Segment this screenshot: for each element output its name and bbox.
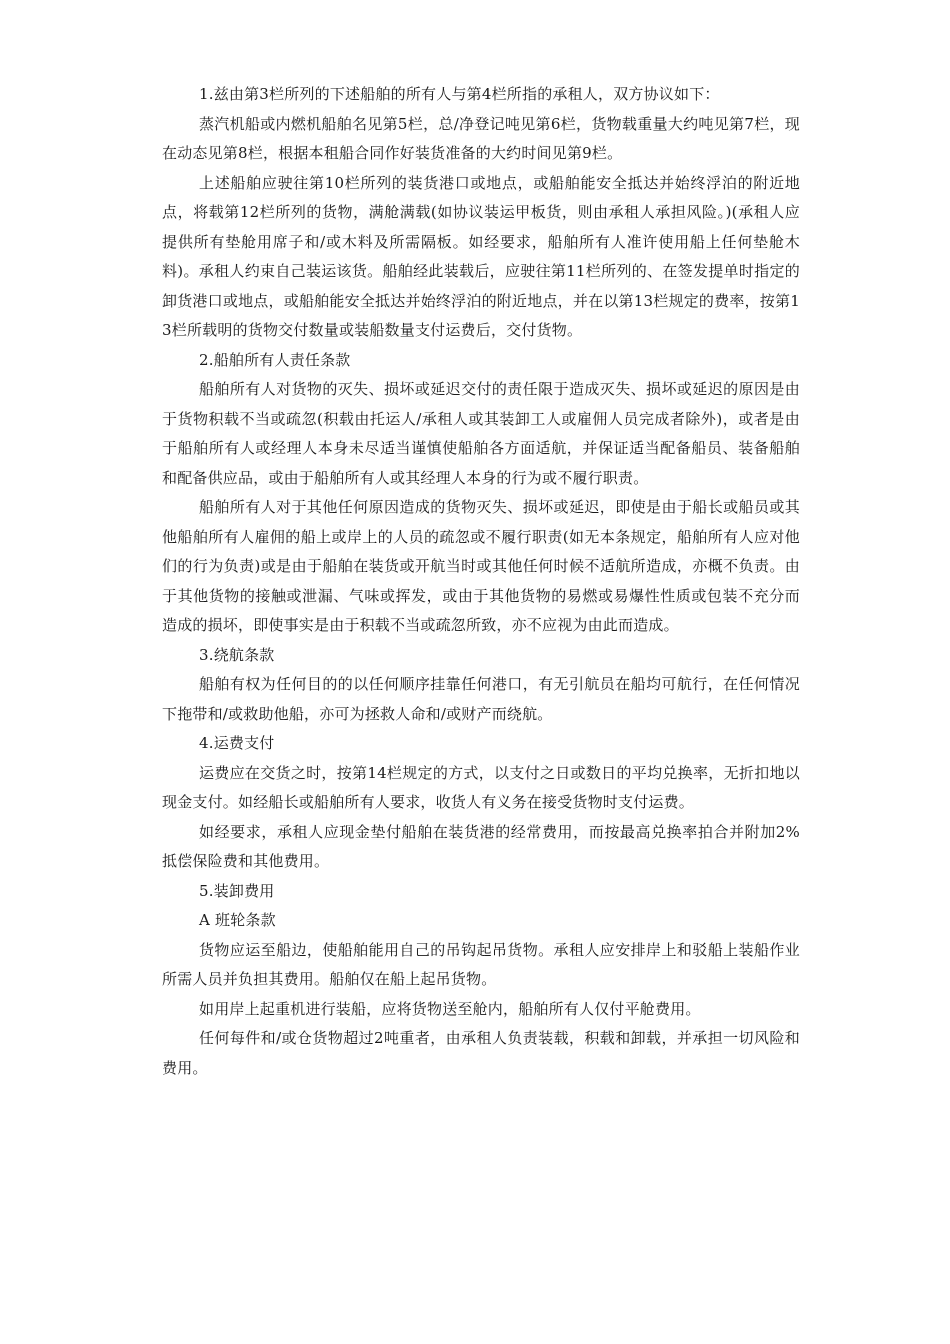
loading-voyage-paragraph: 上述船舶应驶往第10栏所列的装货港口或地点，或船舶能安全抵达并始终浮泊的附近地点，将载第12栏所列的货物，满舱满载(如协议装运甲板货，则由承租人承担风险。)(承租人应提供所有垫舱用席子和/或木料及所需隔板。如经要求，船舶所有人准许使用船上任何垫舱木料)。承租人约束自己装运该货。船舶经此装载后，应驶往第11栏所列的、在签发提单时指定的卸货港口或地点，或船舶能安全抵达并始终浮泊的附近地点，并在以第13栏规定的费率，按第13栏所载明的货物交付数量或装船数量支付运费后，交付货物。 xyxy=(162,173,800,339)
heavy-lift-paragraph: 任何每件和/或仓货物超过2吨重者，由承租人负责装载，积载和卸载，并承担一切风险和费用。 xyxy=(162,1029,800,1077)
document-body xyxy=(162,80,800,1083)
vessel-description-paragraph: 蒸汽机船或内燃机船舶名见第5栏，总/净登记吨见第6栏，货物载重量大约吨见第7栏，现在动态见第8栏，根据本租船合同作好装货准备的大约时间见第9栏。 xyxy=(162,114,800,162)
deviation-paragraph: 船舶有权为任何目的的以任何顺序挂靠任何港口，有无引航员在船均可航行，在任何情况下拖带和/或救助他船，亦可为拯救人命和/或财产而绕航。 xyxy=(162,675,800,723)
clause-4-heading: 4.运费支付 xyxy=(199,734,275,752)
clause-1-intro: 1.兹由第3栏所列的下述船舶的所有人与第4栏所指的承租人，双方协议如下： xyxy=(199,85,720,103)
loading-costs-paragraph-1: 货物应运至船边，使船舶能用自己的吊钩起吊货物。承租人应安排岸上和驳船上装船作业所需人员并负担其费用。船舶仅在船上起吊货物。 xyxy=(162,940,800,988)
clause-2-heading: 2.船舶所有人责任条款 xyxy=(199,350,351,369)
liner-terms-subheading: A 班轮条款 xyxy=(199,911,276,929)
owners-responsibility-paragraph-1: 船舶所有人对货物的灭失、损坏或延迟交付的责任限于造成灭失、损坏或延迟的原因是由于货物积载不当或疏忽(积载由托运人/承租人或其装卸工人或雇佣人员完成者除外)，或者是由于船舶所有人或经理人本身未尽适当谨慎使船舶各方面适航，并保证适当配备船员、装备船舶和配备供应品，或由于船舶所有人或其经理人本身的行为或不履行职责。 xyxy=(162,380,800,487)
clause-5-heading: 5.装卸费用 xyxy=(199,881,275,900)
owners-responsibility-paragraph-2: 船舶所有人对于其他任何原因造成的货物灭失、损坏或延迟，即使是由于船长或船员或其他船舶所有人雇佣的船上或岸上的人员的疏忽或不履行职责(如无本条规定，船舶所有人应对他们的行为负责)或是由于船舶在装货或开航当时或其他任何时候不适航所造成，亦概不负责。由于其他货物的接触或泄漏、气味或挥发，或由于其他货物的易燃或易爆性性质或包装不充分而造成的损坏，即使事实是由于积载不当或疏忽所致，亦不应视为由此而造成。 xyxy=(162,498,800,634)
freight-payment-paragraph-2: 如经要求，承租人应现金垫付船舶在装货港的经常费用，而按最高兑换率拍合并附加2%抵偿保险费和其他费用。 xyxy=(162,822,800,870)
freight-payment-paragraph-1: 运费应在交货之时，按第14栏规定的方式，以支付之日或数日的平均兑换率，无折扣地以现金支付。如经船长或船舶所有人要求，收货人有义务在接受货物时支付运费。 xyxy=(162,763,800,811)
loading-costs-paragraph-2: 如用岸上起重机进行装船，应将货物送至舱内，船舶所有人仅付平舱费用。 xyxy=(199,999,701,1018)
clause-3-heading: 3.绕航条款 xyxy=(199,645,275,664)
